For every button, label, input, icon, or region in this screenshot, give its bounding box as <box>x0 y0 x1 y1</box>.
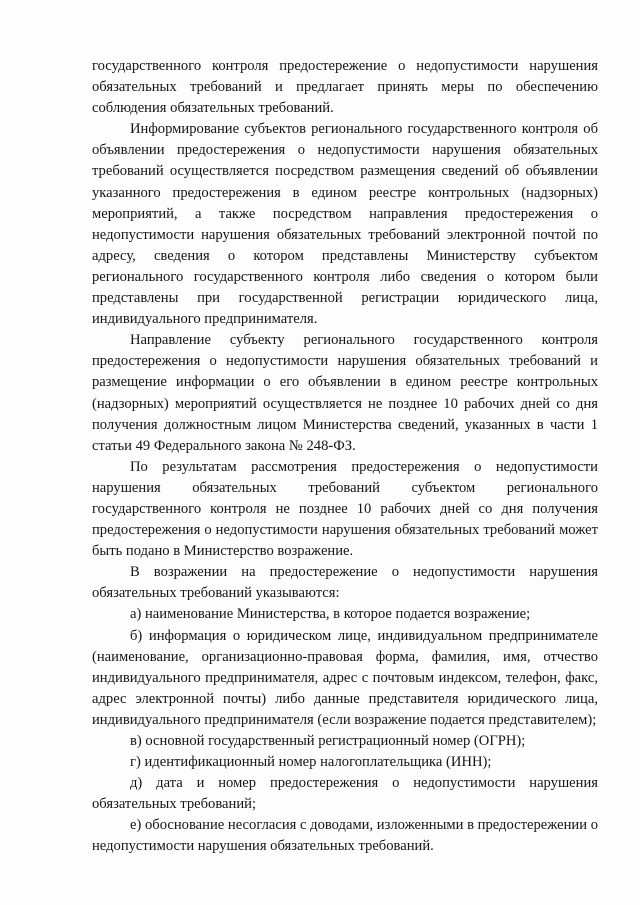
paragraph-informing: Информирование субъектов регионального государственного контроля об объявлении предостережения о недопустимости нарушения обязательных требований осуществляется посредством размещения сведений об объявлении указанного предостережения в едином реестре контрольных (надзорных) мероприятий, а также посредством направления предостережения о недопустимости нарушения обязательных требований электронной почтой по адресу, сведения о котором представлены Министерству субъектом регионального государственного контроля либо сведения о котором были представлены при государственной регистрации юридического лица, индивидуального предпринимателя. <box>92 121 598 328</box>
paragraph-sending: Направление субъекту регионального государственного контроля предостережения о недопустимости нарушения обязательных требований и размещение информации о его объявлении в едином реестре контрольных (надзорных) мероприятий осуществляется не позднее 10 рабочих дней со дня получения должностным лицом Министерства сведений, указанных в части 1 статьи 49 Федерального закона № 248-ФЗ. <box>92 332 598 454</box>
paragraph-continuation: государственного контроля предостережение о недопустимости нарушения обязательных требований и предлагает принять меры по обеспечению соблюдения обязательных требований. <box>92 58 598 117</box>
list-item-v: в) основной государственный регистрационный номер (ОГРН); <box>130 733 526 749</box>
list-item-g: г) идентификационный номер налогоплательщика (ИНН); <box>130 754 492 771</box>
paragraph-objection: По результатам рассмотрения предостережения о недопустимости нарушения обязательных требований субъектом регионального государственного контроля не позднее 10 рабочих дней со дня получения предостережения о недопустимости нарушения обязательных требований может быть подано в Министерство возражение. <box>92 458 598 560</box>
list-item-d: д) дата и номер предостережения о недопустимости нарушения обязательных требований; <box>92 775 598 813</box>
list-item-b: б) информация о юридическом лице, индивидуальном предпринимателе (наименование, организационно-правовая форма, фамилия, имя, отчество индивидуального предпринимателя, адрес с почтовым индексом, телефон, факс, адрес электронной почты) либо данные представителя юридического лица, индивидуального предпринимателя (если возражение подается представителем); <box>92 627 598 728</box>
list-item-e: е) обоснование несогласия с доводами, изложенными в предостережении о недопустимости нарушения обязательных требований. <box>92 817 598 855</box>
list-item-a: а) наименование Министерства, в которое подается возражение; <box>130 606 531 623</box>
document-body <box>92 56 598 858</box>
paragraph-objection-contents: В возражении на предостережение о недопустимости нарушения обязательных требований указываются: <box>92 564 598 602</box>
